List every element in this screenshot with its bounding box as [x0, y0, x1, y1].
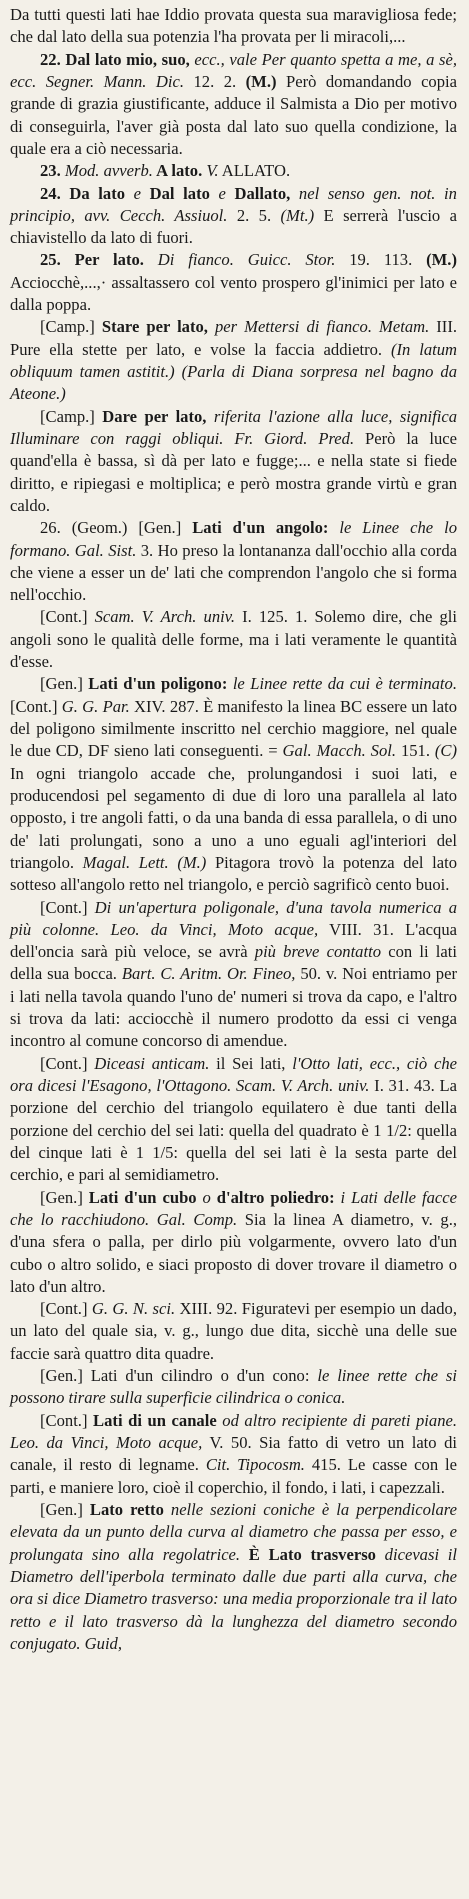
text-run: [Gen.] Lati d'un cilindro o d'un cono: — [40, 1366, 318, 1386]
text-run: 25. Per lato. — [40, 250, 144, 270]
entry-paragraph — [10, 1365, 457, 1410]
text-run: V. — [206, 161, 219, 181]
text-run: Scam. V. Arch. univ. — [94, 607, 236, 627]
text-run: Bart. C. Aritm. Or. Fineo, — [121, 964, 296, 984]
text-run: XIV. 287. È manifesto la linea BC essere un lato del poligono similmente inscritto nel cerchio maggiore, nel quale le due CD, DF sieno lati conseguenti. = — [10, 696, 457, 761]
text-run: Lati d'un cubo — [88, 1187, 197, 1207]
text-run: Mod. avverb. — [64, 161, 153, 181]
entry-paragraph — [10, 1298, 457, 1365]
text-run: 2. 5. — [227, 205, 281, 225]
text-run: (C) — [434, 741, 458, 761]
text-run: [Gen.] — [40, 1187, 89, 1207]
text-run: Acciocchè,...,· assaltassero col vento prospero gl'inimici per lato e dalla poppa. — [10, 272, 457, 315]
text-run: ALLATO. — [218, 161, 291, 181]
text-run: ecc., vale Per quanto spetta a me, a sè, ecc. Segner. Mann. Dic. — [10, 49, 458, 91]
text-run: Dallato, — [234, 183, 291, 203]
text-run: (M.) — [245, 71, 277, 91]
text-run: E serrerà l'uscio a chiavistello da lato di fuori. — [10, 205, 457, 248]
text-run: [Camp.] — [40, 406, 103, 426]
text-run: [Cont.] — [40, 897, 95, 917]
text-run: [Cont.] — [10, 696, 62, 716]
text-run: (In latum obliquum tamen astitit.) (Parla di Diana sorpresa nel bagno da Ateone.) — [10, 339, 458, 404]
text-run: od altro recipiente di pareti piane. Leo. da Vinci, Moto acque, — [10, 1410, 458, 1452]
text-run: 151. — [396, 741, 435, 761]
text-run: 50. v. Noi entriamo per i lati nella tavola quando l'uno de' numeri si trova da capo, e l'altro si trova da lati: acciocchè il numero prodotto da essi ci venga incontro al comune concorso di amendue. — [10, 964, 457, 1051]
text-run: 24. Da lato — [40, 183, 126, 203]
text-run: le Linee rette da cui è terminato. — [227, 674, 457, 694]
text-run: 3. Ho preso la lontananza dall'occhio alla corda che viene a esser un de' lati che comprendon l'angolo che si forma nell'occhio. — [10, 540, 457, 605]
text-run: Da tutti questi lati hae Iddio provata questa sua maravigliosa fede; che dal lato della sua potenzia l'ha provata per li miracoli,... — [10, 5, 457, 47]
text-run: Dal lato — [149, 183, 210, 203]
text-run: V. 50. Sia fatto di vetro un lato di canale, il resto di legname. — [10, 1433, 457, 1475]
entry-paragraph — [10, 897, 457, 1053]
text-run: il Sei lati, — [209, 1053, 293, 1073]
text-run: [Cont.] — [40, 1410, 94, 1430]
text-run: Però la luce quand'ella è bassa, sì dà per lato e fugge;... e nella state si fiede diritto, e ripiegasi e moltiplica; e però mostra grande virtù e gran caldo. — [10, 428, 457, 515]
text-run: più breve contatto — [254, 942, 381, 962]
text-run: In ogni triangolo accade che, prolungandosi i suoi lati, e producendosi pel segamento di due di loro una parallela al lato opposto, i tre angoli fatti, o da una banda di essa parallela, o di uno de' lati prolungati, sono a uno a uno eguali agl'interiori del triangolo. — [10, 763, 457, 872]
text-run: Però domandando copia grande di grazia giustificante, adduce il Salmista a Dio per motivo di conseguirla, l'aver già posta dal lato suo quella condizione, la quale era a ciò necessaria. — [10, 71, 458, 158]
entry-paragraph — [10, 1053, 457, 1187]
text-run: [Camp.] — [40, 317, 102, 337]
entry-paragraph — [10, 183, 457, 250]
text-run: d'altro poliedro: — [216, 1187, 335, 1207]
entry-paragraph — [10, 1410, 457, 1499]
entry-paragraph — [10, 1499, 457, 1655]
text-run: [Cont.] — [40, 607, 95, 627]
text-run: È — [240, 1544, 269, 1564]
text-run: Lati d'un poligono: — [88, 674, 228, 694]
text-run: con li lati della sua bocca. — [10, 942, 457, 984]
entry-paragraph — [10, 49, 457, 161]
text-run: nelle sezioni coniche è la perpendicolare elevata da un punto della curva al diametro che passa per esso, e prolungata sino alla regolatrice. — [10, 1499, 457, 1564]
text-run: le Linee che lo formano. Gal. Sist. — [10, 518, 457, 560]
text-run: VIII. 31. L'acqua dell'oncia sarà più veloce, se avrà — [10, 919, 457, 962]
text-run: I. 125. 1. Solemo dire, che gli angoli sono le qualità delle forme, ma i lati veramente le quantità d'esse. — [10, 607, 457, 672]
text-run: nel senso gen. not. in principio, avv. Cecch. Assiuol. — [10, 183, 457, 225]
text-run: 22. Dal lato mio, suo, — [40, 49, 190, 69]
entry-paragraph — [10, 406, 457, 518]
text-run: l'Otto lati, ecc., ciò che ora dicesi l'Esagono, l'Ottagono. Scam. V. Arch. univ. — [10, 1053, 457, 1095]
text-run: Sia la linea A diametro, v. g., d'una sfera o palla, per dirlo più volgarmente, ovvero lato d'un cubo o altro solido, e siaci proposto di dover trovare il diametro o lato d'un altro. — [10, 1209, 457, 1296]
text-run: Cit. Tipocosm. — [205, 1455, 305, 1475]
text-run: Diceasi anticam. — [94, 1053, 210, 1073]
text-run: Gal. Macch. Sol. — [282, 741, 397, 761]
text-run: (M.) — [177, 852, 207, 872]
text-run: le linee rette che si possono tirare sulla superficie cilindrica o conica. — [10, 1366, 457, 1408]
text-run: Dare per lato, — [102, 406, 207, 426]
text-run: Di fianco. Guicc. Stor. — [143, 250, 336, 270]
text-run: Lati di un canale — [93, 1410, 217, 1430]
text-run: [Gen.] — [40, 1499, 90, 1519]
entry-paragraph — [10, 316, 457, 405]
text-run: per Mettersi di fianco. Metam. — [207, 317, 430, 337]
entry-paragraph — [10, 160, 457, 182]
text-run: Magal. Lett. — [82, 852, 169, 872]
text-run: (Mt.) — [280, 205, 315, 225]
text-run: Lato trasverso — [268, 1544, 376, 1564]
text-run: 26. (Geom.) [Gen.] — [40, 518, 193, 538]
text-run: dicevasi il Diametro dell'iperbola terminato dalle due parti alla curva, che ora si dice Diametro trasverso: una media proporzionale tra il lato retto e il lato trasverso dà la lunghezza del diametro secondo conjugato. Guid, — [10, 1544, 457, 1653]
entry-paragraph — [10, 673, 457, 896]
text-run: Lato retto — [89, 1499, 164, 1519]
text-run: III. Pure ella stette per lato, e volse la faccia addietro. — [10, 317, 457, 359]
text-run: 12. 2. — [184, 71, 246, 91]
text-run: 19. 113. — [335, 250, 427, 270]
text-run: [Cont.] — [40, 1053, 95, 1073]
text-run: e — [209, 183, 235, 203]
text-run: Di un'apertura poligonale, d'una tavola numerica a più colonne. Leo. da Vinci, Moto acque, — [10, 897, 457, 939]
text-run: G. G. N. sci. — [91, 1299, 176, 1319]
text-run: [Cont.] — [40, 1299, 92, 1319]
text-run: 415. Le casse con le parti, e maniere loro, cioè il coperchio, il fondo, i lati, i capezzali. — [10, 1455, 458, 1497]
text-run: XIII. 92. Figuratevi per esempio un dado, un lato del quale sia, v. g., lungo due dita, sicchè una delle sue faccie sarà quattro dita quadre. — [10, 1299, 458, 1363]
text-run: 23. — [40, 161, 65, 181]
entry-paragraph — [10, 249, 457, 316]
text-run: riferita l'azione alla luce, significa Illuminare con raggi obliqui. Fr. Giord. Pred. — [10, 406, 457, 448]
text-run: o — [196, 1187, 217, 1207]
text-run: e — [125, 183, 150, 203]
text-run: [Gen.] — [40, 674, 89, 694]
text-run: A lato. — [152, 161, 207, 181]
text-run: Pitagora trovò la potenza del lato sotteso all'angolo retto nel triangolo, e perciò sagrificò cento buoi. — [10, 852, 457, 895]
entry-paragraph — [10, 606, 457, 673]
text-run: I. 31. 43. La porzione del cerchio del triangolo equilatero è due tanti della porzione del cerchio del sei lati: quella del quadrato è 1 1/2: quella del cinque lati è 1 1/5: quella del sei lati è la sesta parte del cerchio, e pari al semidiametro. — [10, 1076, 457, 1185]
text-run: (M.) — [426, 250, 457, 270]
entry-paragraph — [10, 1187, 457, 1299]
entry-paragraph — [10, 517, 457, 606]
text-run: Stare per lato, — [101, 317, 208, 337]
text-run: Lati d'un angolo: — [192, 518, 329, 538]
entry-paragraph — [10, 4, 457, 49]
text-run: G. G. Par. — [61, 696, 130, 716]
text-run: i Lati delle facce che lo racchiudono. Gal. Comp. — [10, 1187, 457, 1229]
